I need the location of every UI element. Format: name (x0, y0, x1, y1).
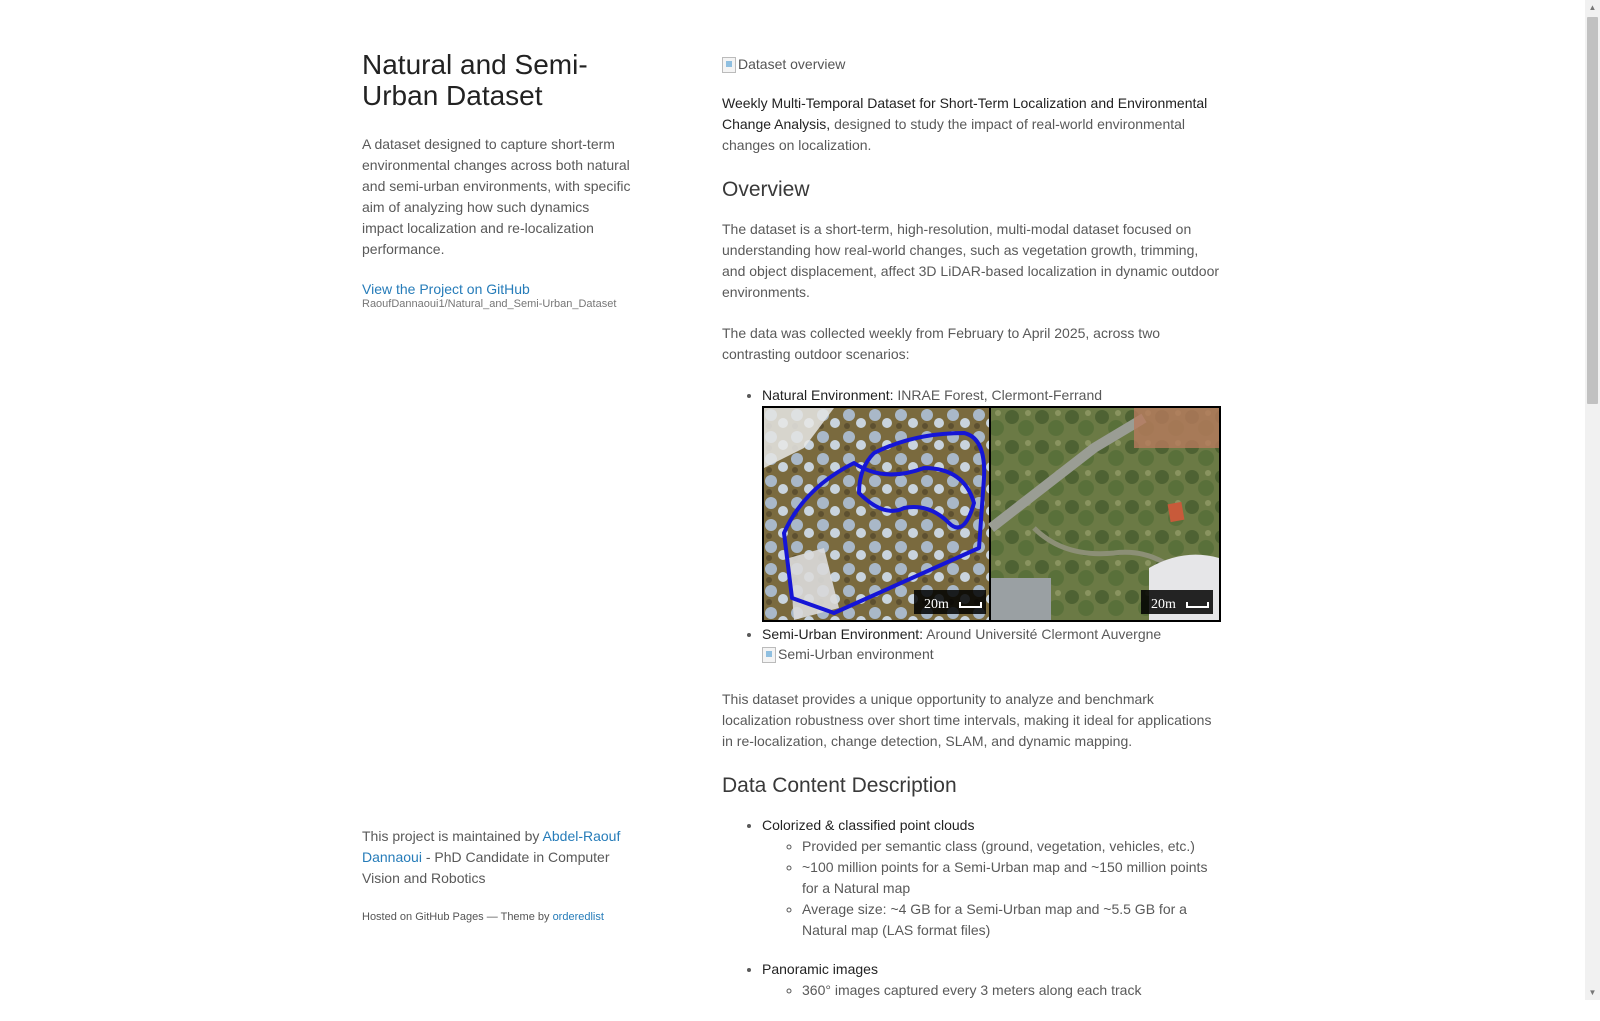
data-content-heading: Data Content Description (722, 773, 957, 797)
maintainer-note (362, 826, 634, 889)
list-item-natural (762, 385, 1224, 622)
scroll-up-arrow-icon[interactable]: ▲ (1588, 3, 1597, 12)
intro-paragraph (722, 93, 1224, 156)
semi-urban-image-alt: Semi-Urban environment (778, 646, 934, 663)
scrollbar-thumb[interactable] (1587, 17, 1598, 404)
vertical-scrollbar[interactable] (1585, 0, 1600, 1000)
sidebar (362, 50, 634, 311)
overview-heading: Overview (722, 177, 810, 201)
page-title: Natural and Semi-Urban Dataset (362, 49, 588, 111)
list-item: ◦ Average size: ~4 GB for a Semi-Urban map and ~5.5 GB for a Natural map (LAS format files) (802, 899, 1224, 941)
hosted-note (362, 909, 634, 926)
github-link-label[interactable]: View the Project on GitHub (362, 280, 530, 297)
natural-environment-image (762, 406, 1221, 622)
scale-label-right: 20m (1151, 597, 1176, 613)
list-item (762, 959, 1224, 1001)
github-project-link[interactable] (362, 280, 634, 311)
list-item: ◦ ~100 million points for a Semi-Urban map and ~150 million points for a Natural map (802, 857, 1224, 899)
list-item: ◦ Provided per semantic class (ground, vegetation, vehicles, etc.) (802, 836, 1224, 857)
content-item-title: Panoramic images (762, 961, 878, 978)
semi-urban-env-label: Semi-Urban Environment: (762, 626, 924, 643)
content-sublist (762, 980, 1224, 1001)
semi-urban-env-value: Around Université Clermont Auvergne (923, 626, 1162, 643)
list-item (762, 815, 1224, 941)
overview-image-block (722, 55, 1224, 79)
maintained-prefix: This project is maintained by (362, 828, 543, 844)
maintainer-link[interactable]: Abdel-Raouf Dannaoui (362, 828, 621, 865)
broken-image-icon (762, 647, 776, 663)
natural-env-label: Natural Environment: (762, 387, 894, 404)
content-item-title: Colorized & classified point clouds (762, 817, 975, 834)
sidebar-footer (362, 826, 634, 946)
theme-author-link[interactable]: orderedlist (552, 911, 604, 923)
scroll-down-arrow-icon[interactable]: ▼ (1588, 988, 1597, 997)
environment-list (722, 385, 1224, 669)
maintained-suffix: - PhD Candidate in Computer Vision and Robotics (362, 849, 610, 886)
natural-env-value: INRAE Forest, Clermont-Ferrand (893, 387, 1103, 404)
aerial-maps-figure (764, 408, 1219, 620)
overview-paragraph-1: The dataset is a short-term, high-resolution, multi-modal dataset focused on understanding how real-world changes, such as vegetation growth, trimming, and object displacement, affect 3D LiDAR-based localization in dynamic outdoor environments. (722, 221, 1220, 301)
scale-label-left: 20m (924, 597, 949, 613)
intro-rest: designed to study the impact of real-world environmental changes on localization. (722, 115, 1186, 153)
content-sublist (762, 836, 1224, 941)
dataset-overview-image (722, 55, 845, 75)
github-repo-name[interactable]: RaoufDannaoui1/Natural_and_Semi-Urban_Dataset (362, 297, 617, 310)
semi-urban-image (762, 645, 934, 665)
intro-strong: Weekly Multi-Temporal Dataset for Short-Term Localization and Environmental Change Analysis, (722, 94, 1208, 132)
list-item-semi-urban (762, 624, 1224, 669)
site-description: A dataset designed to capture short-term environmental changes across both natural and semi-urban environments, with specific aim of analyzing how such dynamics impact localization and re-localization performance. (362, 135, 631, 257)
overview-paragraph-3: This dataset provides a unique opportunity to analyze and benchmark localization robustness over short time intervals, making it ideal for applications in re-localization, change detection, SLAM, and dynamic mapping. (722, 690, 1212, 749)
list-item: ◦ 360° images captured every 3 meters along each track (802, 980, 1224, 1001)
data-content-list (722, 815, 1224, 1001)
hosted-prefix: Hosted on GitHub Pages — Theme by (362, 911, 553, 923)
overview-paragraph-2: The data was collected weekly from February to April 2025, across two contrasting outdoor scenarios: (722, 325, 1161, 363)
main-content (722, 55, 1224, 1021)
broken-image-icon (722, 57, 736, 73)
overview-image-alt: Dataset overview (738, 56, 846, 72)
